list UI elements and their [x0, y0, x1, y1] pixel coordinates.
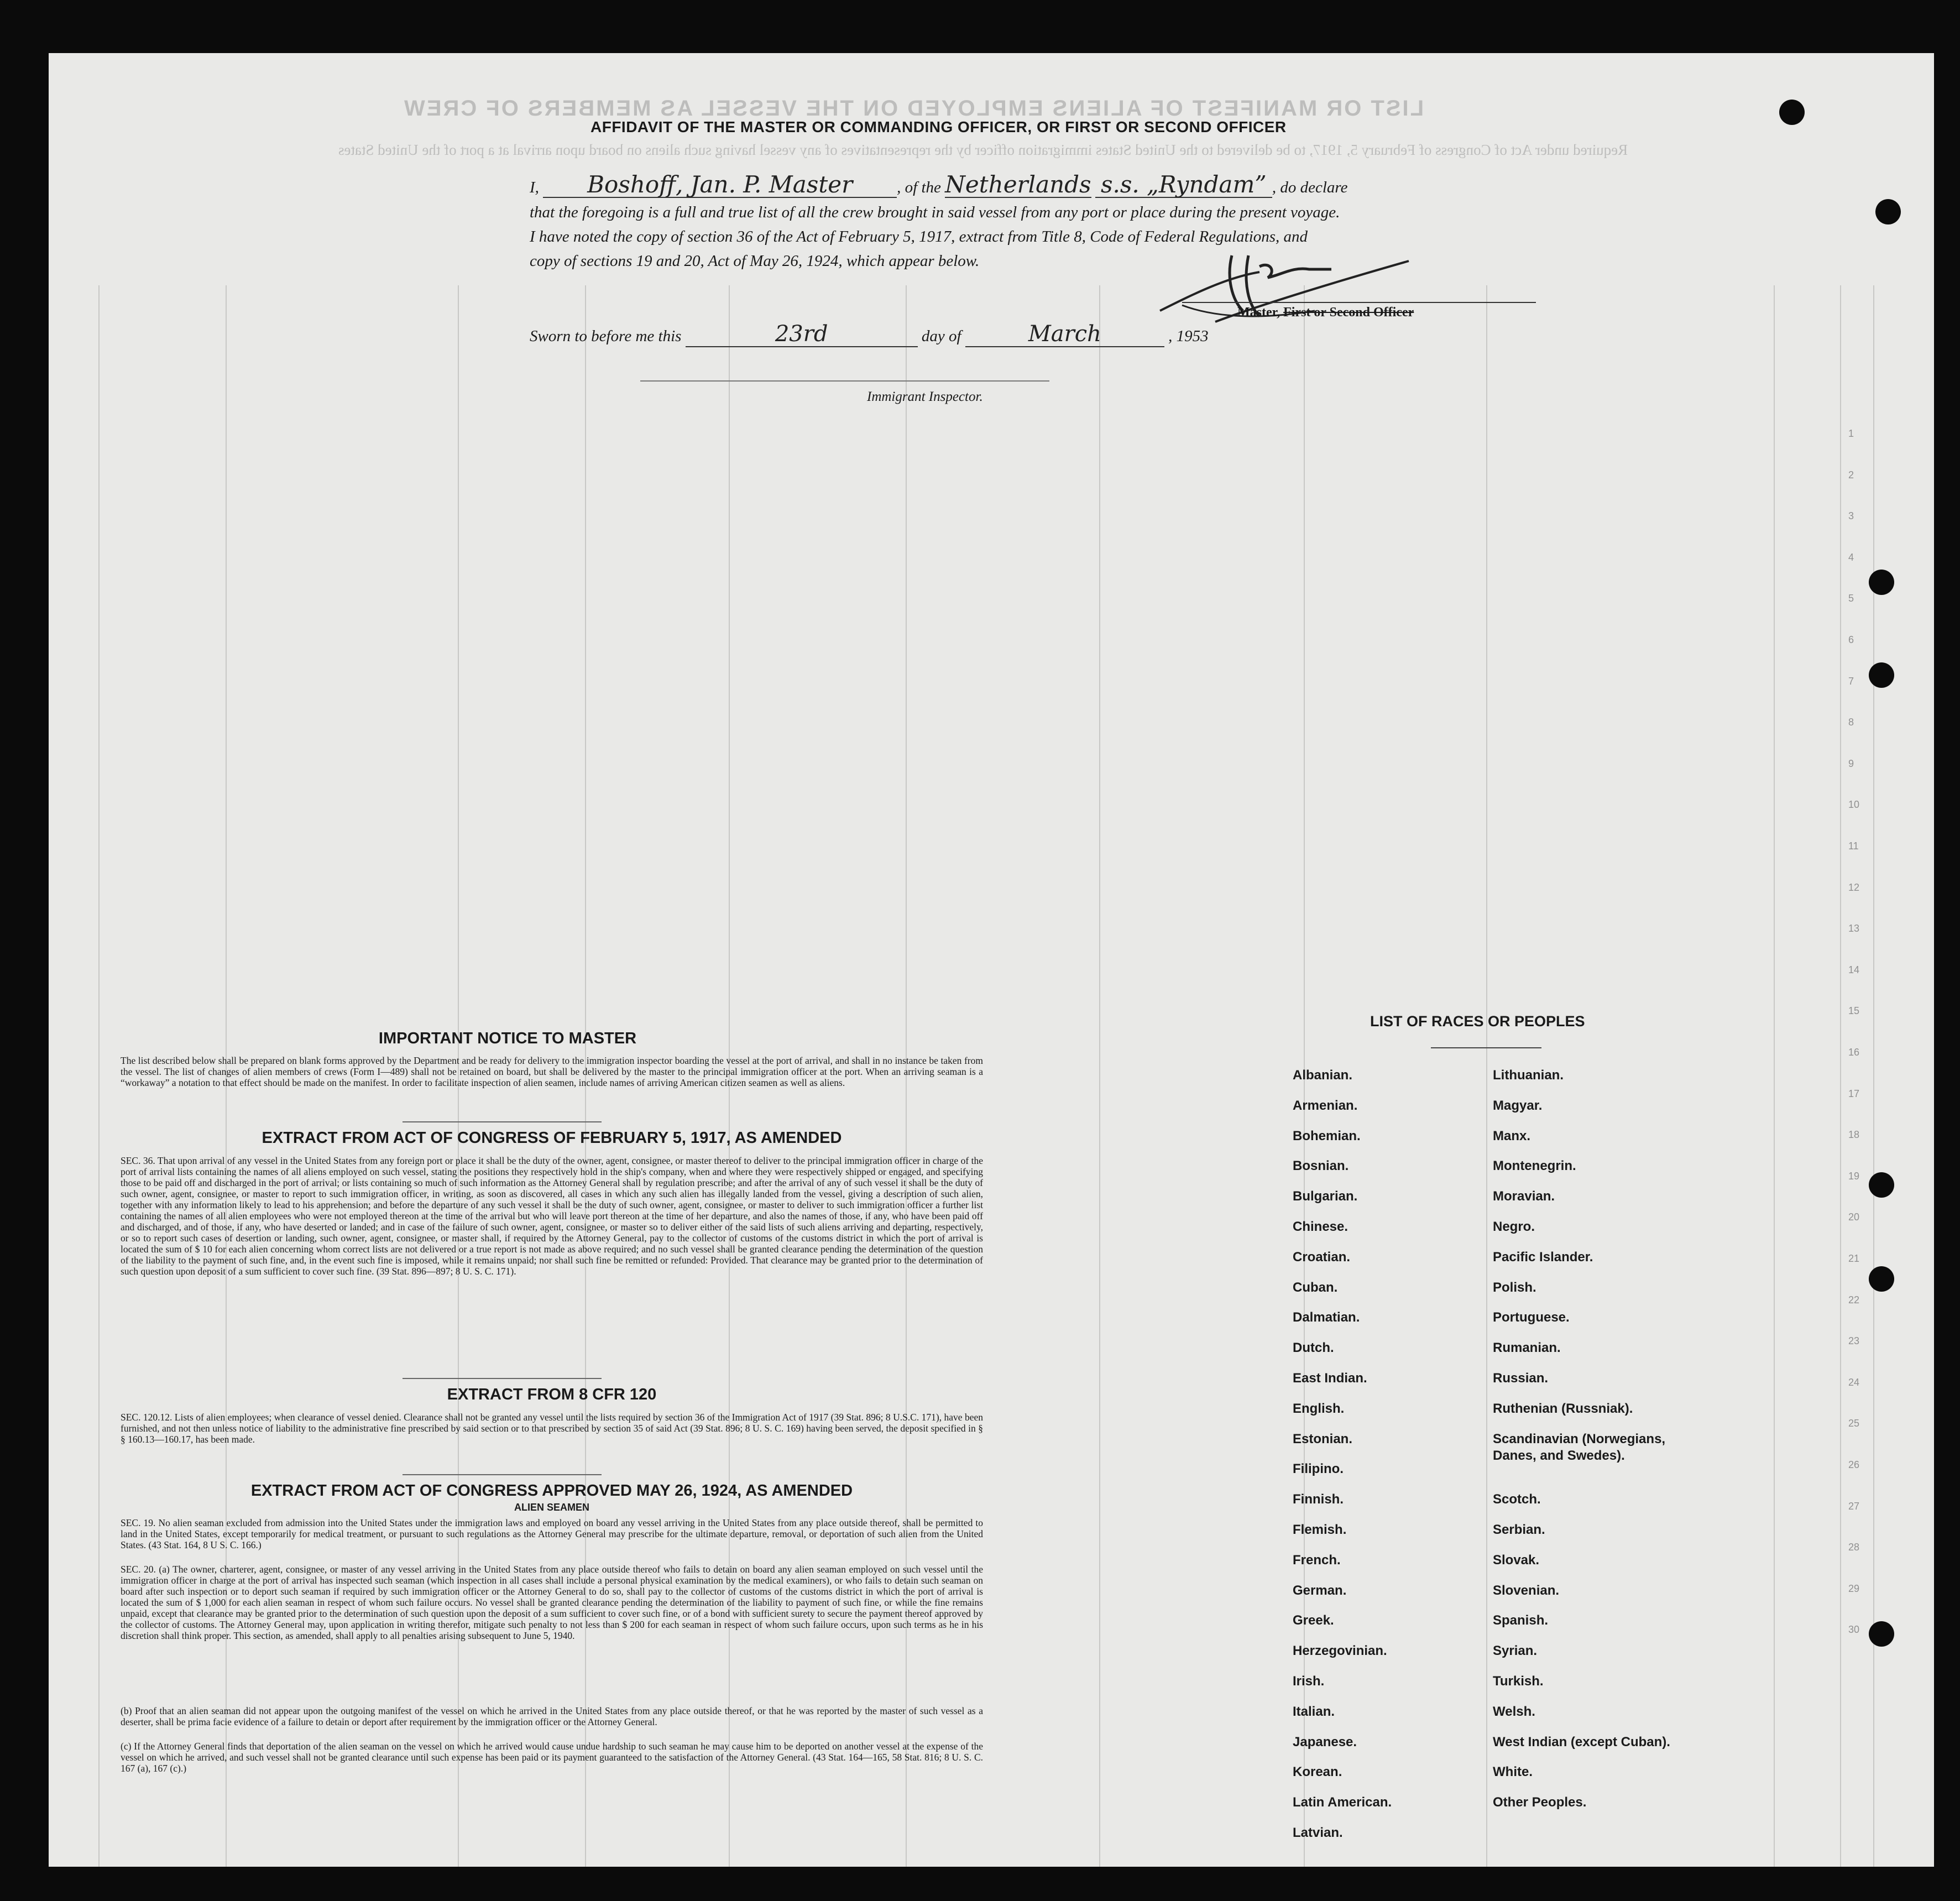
- column-rule: [1840, 285, 1841, 1867]
- affidavit-line-3: I have noted the copy of section 36 of the Act of February 5, 1917, extract from Title 8, Code of Federal Regulations, and: [530, 228, 1308, 246]
- column-rule: [1774, 285, 1775, 1867]
- caption-master: Master,: [1237, 305, 1280, 320]
- extract-1924-heading: EXTRACT FROM ACT OF CONGRESS APPROVED MAY 26, 1924, AS AMENDED: [250, 1482, 853, 1500]
- races-heading: LIST OF RACES OR PEOPLES: [1370, 1013, 1585, 1030]
- race-item: Chinese.: [1293, 1219, 1349, 1234]
- row-number: 4: [1848, 551, 1854, 563]
- race-item: Latvian.: [1293, 1825, 1343, 1840]
- row-number: 7: [1848, 675, 1854, 687]
- punch-hole: [1869, 1172, 1894, 1198]
- race-item: Greek.: [1293, 1613, 1334, 1628]
- row-number: 26: [1848, 1459, 1860, 1470]
- sworn-year: , 1953: [1168, 327, 1209, 345]
- row-number: 29: [1848, 1583, 1860, 1594]
- race-item: Pacific Islander.: [1493, 1249, 1593, 1265]
- race-item: Spanish.: [1493, 1613, 1549, 1628]
- race-item: Estonian.: [1293, 1431, 1353, 1446]
- race-item: Syrian.: [1493, 1643, 1538, 1659]
- vessel-name-handwritten: s.s. „Ryndam”: [1095, 173, 1272, 198]
- row-number: 15: [1848, 1005, 1860, 1017]
- row-number: 14: [1848, 964, 1860, 975]
- affidavit-line-4: copy of sections 19 and 20, Act of May 26, 1924, which appear below.: [530, 252, 980, 270]
- race-item: Scandinavian (Norwegians, Danes, and Swedes).: [1493, 1431, 1666, 1463]
- race-item: West Indian (except Cuban).: [1493, 1734, 1670, 1749]
- signature-line: [1182, 302, 1536, 303]
- master-name-handwritten: Boshoff, Jan. P. Master: [543, 173, 897, 198]
- race-item: Dutch.: [1293, 1340, 1334, 1356]
- race-item: Russian.: [1493, 1371, 1549, 1386]
- row-number: 16: [1848, 1047, 1860, 1058]
- notice-text: The list described below shall be prepared on blank forms approved by the Department and be ready for delivery to the immigration inspector boarding the vessel at the port of arrival, and shall in no instance be taken from the vessel. The list of changes of alien members of crews (Form I—489) shall not be retained on board, but shall be delivered by the master to the principal immigration officer at the port. When an arriving seaman is a “workaway” a notation to that effect should be made on the manifest. In order to facilitate inspection of alien seamen, include names of arriving American citizen seamen as well as aliens.: [121, 1055, 983, 1088]
- race-item: Irish.: [1293, 1674, 1325, 1689]
- race-item: Croatian.: [1293, 1249, 1351, 1265]
- race-item: Finnish.: [1293, 1492, 1344, 1507]
- race-item: Flemish.: [1293, 1522, 1347, 1537]
- affidavit-of-the: , of the: [897, 179, 941, 196]
- nation-handwritten: Netherlands: [945, 171, 1091, 198]
- row-number: 13: [1848, 923, 1860, 934]
- divider: [403, 1378, 602, 1379]
- sworn-line: [530, 322, 1209, 348]
- race-item: French.: [1293, 1552, 1341, 1568]
- race-item: Portuguese.: [1493, 1310, 1570, 1325]
- race-item: Lithuanian.: [1493, 1068, 1564, 1083]
- race-item: Turkish.: [1493, 1674, 1544, 1689]
- inspector-label: Immigrant Inspector.: [867, 389, 983, 404]
- race-item: Cuban.: [1293, 1279, 1338, 1295]
- race-item: Magyar.: [1493, 1098, 1543, 1113]
- extract-1924-sec20c: (c) If the Attorney General finds that deportation of the alien seaman on the vessel on which he arrived would cause undue hardship to such seaman he may cause him to be deported on another vessel at the expense of the vessel on which he arrived, and such vessel shall not be granted clearance until such expense has been paid or its payment guaranteed to the satisfaction of the Attorney General. (43 Stat. 164—165, 58 Stat. 816; 8 U. S. C. 167 (a), 167 (c).): [121, 1741, 983, 1774]
- notice-heading: IMPORTANT NOTICE TO MASTER: [378, 1030, 637, 1047]
- row-number: 22: [1848, 1294, 1860, 1305]
- race-item: Filipino.: [1293, 1461, 1344, 1477]
- extract-1924-sec20a: SEC. 20. (a) The owner, charterer, agent, consignee, or master of any vessel arriving in the United States from any place outside thereof who fails to detain on board any alien seaman employed on such vessel until the immigration officer in charge at the port of arrival has inspected such seaman (which inspection in all cases shall include a personal physical examination by the medical examiners), or who fails to detain such seaman on board after such inspection or to deport such seaman if required by such immigration officer or the Attorney General to do so, shall pay to the collector of customs of the customs district in which the port of arrival is located the sum of $ 1,000 for each alien seaman in respect of whom such failure occurs. No vessel shall be granted clearance pending the determination of the liability to payment of such fine, or while the fine remains unpaid, except that clearance may be granted prior to the determination of such question upon the deposit of a sum sufficient to cover such fine, or of a bond with sufficient surety to secure the payment thereof approved by the collector of customs. The Attorney General may, upon application in writing therefor, mitigate such penalty to not less than $ 200 for each seaman in respect of whom such failure occurs, upon such terms as he in his discretion shall think proper. This section, as amended, shall apply to all penalties arising subsequent to June 5, 1940.: [121, 1564, 983, 1641]
- sworn-day-handwritten: 23rd: [686, 322, 918, 347]
- race-item: Scotch.: [1493, 1492, 1541, 1507]
- race-item: Serbian.: [1493, 1522, 1545, 1537]
- race-item: Dalmatian.: [1293, 1310, 1360, 1325]
- sworn-day-of: day of: [921, 327, 961, 345]
- punch-hole: [1869, 662, 1894, 688]
- race-item: Slovenian.: [1493, 1583, 1560, 1598]
- extract-1924-sec20b: (b) Proof that an alien seaman did not appear upon the outgoing manifest of the vessel on which he arrived in the United States from any place outside thereof, or that he was reported by the master of such vessel as a deserter, shall be prima facie evidence of a failure to detain or deport after requirement by the immigration officer or the Attorney General.: [121, 1705, 983, 1727]
- row-number: 28: [1848, 1542, 1860, 1553]
- row-number: 5: [1848, 593, 1854, 604]
- race-item: Japanese.: [1293, 1734, 1357, 1749]
- extract-cfr-heading: EXTRACT FROM 8 CFR 120: [447, 1386, 657, 1403]
- row-number: 18: [1848, 1129, 1860, 1141]
- row-number: 21: [1848, 1253, 1860, 1264]
- bleed-through-subtitle: Required under Act of Congress of February 5, 1917, to be delivered to the United States immigration officer by the representatives of any vessel having such aliens on board upon arrival at a port of the United States: [338, 142, 1628, 158]
- row-number: 25: [1848, 1418, 1860, 1429]
- row-number: 27: [1848, 1500, 1860, 1512]
- punch-hole: [1869, 570, 1894, 595]
- race-item: Moravian.: [1493, 1189, 1555, 1204]
- row-number: 19: [1848, 1170, 1860, 1182]
- race-item: Montenegrin.: [1493, 1158, 1576, 1174]
- row-number: 2: [1848, 469, 1854, 481]
- race-item: English.: [1293, 1401, 1345, 1416]
- race-item: Bohemian.: [1293, 1128, 1361, 1143]
- extract-1917-text: SEC. 36. That upon arrival of any vessel in the United States from any foreign port or place it shall be the duty of the owner, agent, consignee, or master thereof to deliver to the principal immigration officer in charge of the port of arrival lists containing the names of all aliens employed on such vessel, stating the positions they respectively hold in the ship's company, when and where they were respectively shipped or engaged, and specifying those to be paid off and discharged in the port of arrival; or lists containing so much of such information as the Attorney General shall by regulation prescribe; and after the arrival of any of such vessel it shall be the duty of such owner, agent, consignee, or master to report to such immigration officer, in writing, as soon as discovered, all cases in which any such alien has illegally landed from the vessel, giving a description of such alien, together with any information likely to lead to his apprehension; and before the departure of any such vessel it shall be the duty of such owner, agent, consignee, or master to deliver to such immigration officer a further list containing the names of all alien employees who were not employed thereon at the time of the arrival but who will leave port thereon at the time of her departure, and also the names of those, if any, who have been paid off and discharged, and of those, if any, who have deserted or landed; and in case of the failure of such owner, agent, consignee, or master so to deliver either of the said lists of such aliens arriving and departing, respectively, or so to report such cases of desertion or landing, such owner, agent, consignee, or master shall, if required by the Attorney General, pay to the collector of customs of the customs district in which the port of arrival is located the sum of $ 10 for each alien concerning whom correct lists are not delivered or a true report is not made as above required; and no such vessel shall be granted clearance pending the determination of the question of the liability to the payment of such fine, and, in the event such fine is imposed, while it remains unpaid; nor shall such fine be remitted or refunded: Provided. That clearance may be granted prior to the determination of such question upon deposit of a sum sufficient to cover such fine. (39 Stat. 896—897; 8 U. S. C. 171).: [121, 1155, 983, 1277]
- race-item: Manx.: [1493, 1128, 1531, 1143]
- race-item: East Indian.: [1293, 1371, 1367, 1386]
- row-number: 11: [1848, 840, 1859, 852]
- row-number: 24: [1848, 1376, 1860, 1388]
- punch-hole: [1869, 1621, 1894, 1647]
- race-item: Ruthenian (Russniak).: [1493, 1401, 1633, 1416]
- race-item: Herzegovinian.: [1293, 1643, 1387, 1659]
- column-rule: [1099, 285, 1100, 1867]
- row-number: 1: [1848, 428, 1854, 439]
- bleed-through-title: LIST OR MANIFEST OF ALIENS EMPLOYED ON THE VESSEL AS MEMBERS OF CREW: [403, 96, 1424, 121]
- race-item: Armenian.: [1293, 1098, 1358, 1113]
- row-number: 9: [1848, 758, 1854, 769]
- extract-1924-subheading: ALIEN SEAMEN: [514, 1502, 589, 1513]
- row-number: 3: [1848, 510, 1854, 522]
- affidavit-line-2: that the foregoing is a full and true list of all the crew brought in said vessel from any port or place during the present voyage.: [530, 203, 1340, 221]
- race-item: Latin American.: [1293, 1795, 1392, 1810]
- race-item: Negro.: [1493, 1219, 1535, 1234]
- signature-caption: [1237, 305, 1414, 320]
- punch-hole: [1875, 199, 1901, 224]
- divider: [403, 1474, 602, 1475]
- race-item: Polish.: [1493, 1279, 1536, 1295]
- row-number: 8: [1848, 717, 1854, 728]
- race-item: White.: [1493, 1764, 1533, 1780]
- sworn-prefix: Sworn to before me this: [530, 327, 682, 345]
- race-item: German.: [1293, 1583, 1347, 1598]
- row-number: 20: [1848, 1211, 1860, 1223]
- caption-struck-officer: First or Second Officer: [1283, 305, 1414, 320]
- row-number: 17: [1848, 1088, 1860, 1099]
- race-item: Korean.: [1293, 1764, 1342, 1780]
- row-number: 30: [1848, 1624, 1860, 1636]
- row-number: 10: [1848, 799, 1860, 811]
- manifest-sheet: [49, 53, 1934, 1867]
- extract-cfr-text: SEC. 120.12. Lists of alien employees; when clearance of vessel denied. Clearance shall not be granted any vessel until the lists required by section 36 of the Immigration Act of 1917 (39 Stat. 896; 8 U.S.C. 171), have been furnished, and not then unless notice of liability to the administrative fine prescribed by said section or to that prescribed by section 35 of said Act (39 Stat. 896; 8 U. S. C. 169) having been served, the deposit specified in § § 160.13—160.17, has been made.: [121, 1412, 983, 1445]
- sworn-month-handwritten: March: [965, 322, 1164, 347]
- races-heading-rule: [1431, 1047, 1541, 1048]
- inspector-signature-line: [640, 380, 1049, 382]
- race-item: Rumanian.: [1493, 1340, 1561, 1356]
- extract-1924-sec19: SEC. 19. No alien seaman excluded from admission into the United States under the immigration laws and employed on board any vessel arriving in the United States from any place outside thereof, shall be permitted to land in the United States, except temporarily for medical treatment, or pursuant to such regulations as the Attorney General may prescribe for the ultimate departure, removal, or deportation of such alien from the United States. (43 Stat. 164, 8 U S. C. 166.): [121, 1517, 983, 1550]
- affidavit-i: I,: [530, 179, 539, 196]
- race-item: Slovak.: [1493, 1552, 1540, 1568]
- column-rule: [98, 285, 100, 1867]
- race-item: Italian.: [1293, 1704, 1335, 1719]
- race-item: Welsh.: [1493, 1704, 1535, 1719]
- punch-hole: [1869, 1266, 1894, 1292]
- extract-1917-heading: EXTRACT FROM ACT OF CONGRESS OF FEBRUARY 5, 1917, AS AMENDED: [262, 1129, 842, 1147]
- race-item: Bulgarian.: [1293, 1189, 1358, 1204]
- affidavit-line-1: [530, 173, 1536, 200]
- row-number: 12: [1848, 881, 1860, 893]
- race-item: Other Peoples.: [1493, 1795, 1587, 1810]
- row-number: 23: [1848, 1335, 1860, 1347]
- divider: [403, 1121, 602, 1122]
- row-number: 6: [1848, 634, 1854, 645]
- punch-hole: [1779, 100, 1805, 125]
- affidavit-do-declare: , do declare: [1272, 179, 1348, 196]
- race-item: Albanian.: [1293, 1068, 1353, 1083]
- race-item: Bosnian.: [1293, 1158, 1349, 1174]
- affidavit-heading: AFFIDAVIT OF THE MASTER OR COMMANDING OFFICER, OR FIRST OR SECOND OFFICER: [590, 118, 1287, 135]
